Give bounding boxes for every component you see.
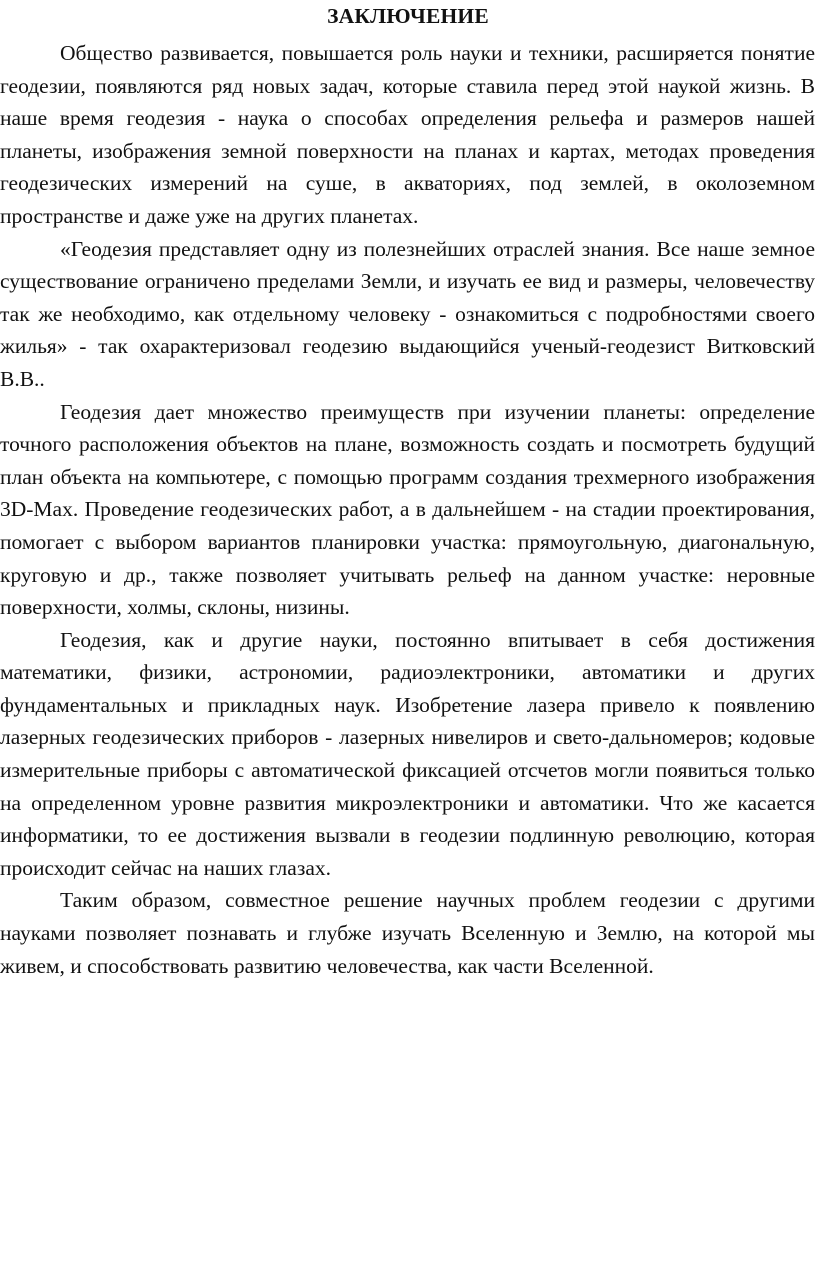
paragraph-2: «Геодезия представляет одну из полезнейших отраслей знания. Все наше земное существование ограничено пределами Земли, и изучать ее вид и размеры, человечеству так же необходимо, как отдельному человеку - ознакомиться с подробностями своего жилья» - так охарактеризовал геодезию выдающийся ученый-геодезист Витковский В.В..: [0, 236, 815, 391]
paragraph-5: Таким образом, совместное решение научных проблем геодезии с другими науками позволяет познавать и глубже изучать Вселенную и Землю, на которой мы живем, и способствовать развитию человечества, как части Вселенной.: [0, 888, 815, 978]
paragraph-3: Геодезия дает множество преимуществ при изучении планеты: определение точного расположения объектов на плане, возможность создать и посмотреть будущий план объекта на компьютере, с помощью программ создания трехмерного изображения 3D-Max. Проведение геодезических работ, а в дальнейшем - на стадии проектирования, помогает с выбором вариантов планировки участка: прямоугольную, диагональную, круговую и др., также позволяет учитывать рельеф на данном участке: неровные поверхности, холмы, склоны, низины.: [0, 399, 815, 620]
page-title: ЗАКЛЮЧЕНИЕ: [327, 4, 489, 28]
paragraph-1: Общество развивается, повышается роль науки и техники, расширяется понятие геодезии, появляются ряд новых задач, которые ставила перед этой наукой жизнь. В наше время геодезия - наука о способах определения рельефа и размеров нашей планеты, изображения земной поверхности на планах и картах, методах проведения геодезических измерений на суше, в акваториях, под землей, в околоземном пространстве и даже уже на других планетах.: [0, 41, 815, 228]
paragraph-4: Геодезия, как и другие науки, постоянно впитывает в себя достижения математики, физики, астрономии, радиоэлектроники, автоматики и других фундаментальных и прикладных наук. Изобретение лазера привело к появлению лазерных геодезических приборов - лазерных нивелиров и свето-дальномеров; кодовые измерительные приборы с автоматической фиксацией отсчетов могли появиться только на определенном уровне развития микроэлектроники и автоматики. Что же касается информатики, то ее достижения вызвали в геодезии подлинную революцию, которая происходит сейчас на наших глазах.: [0, 627, 815, 880]
